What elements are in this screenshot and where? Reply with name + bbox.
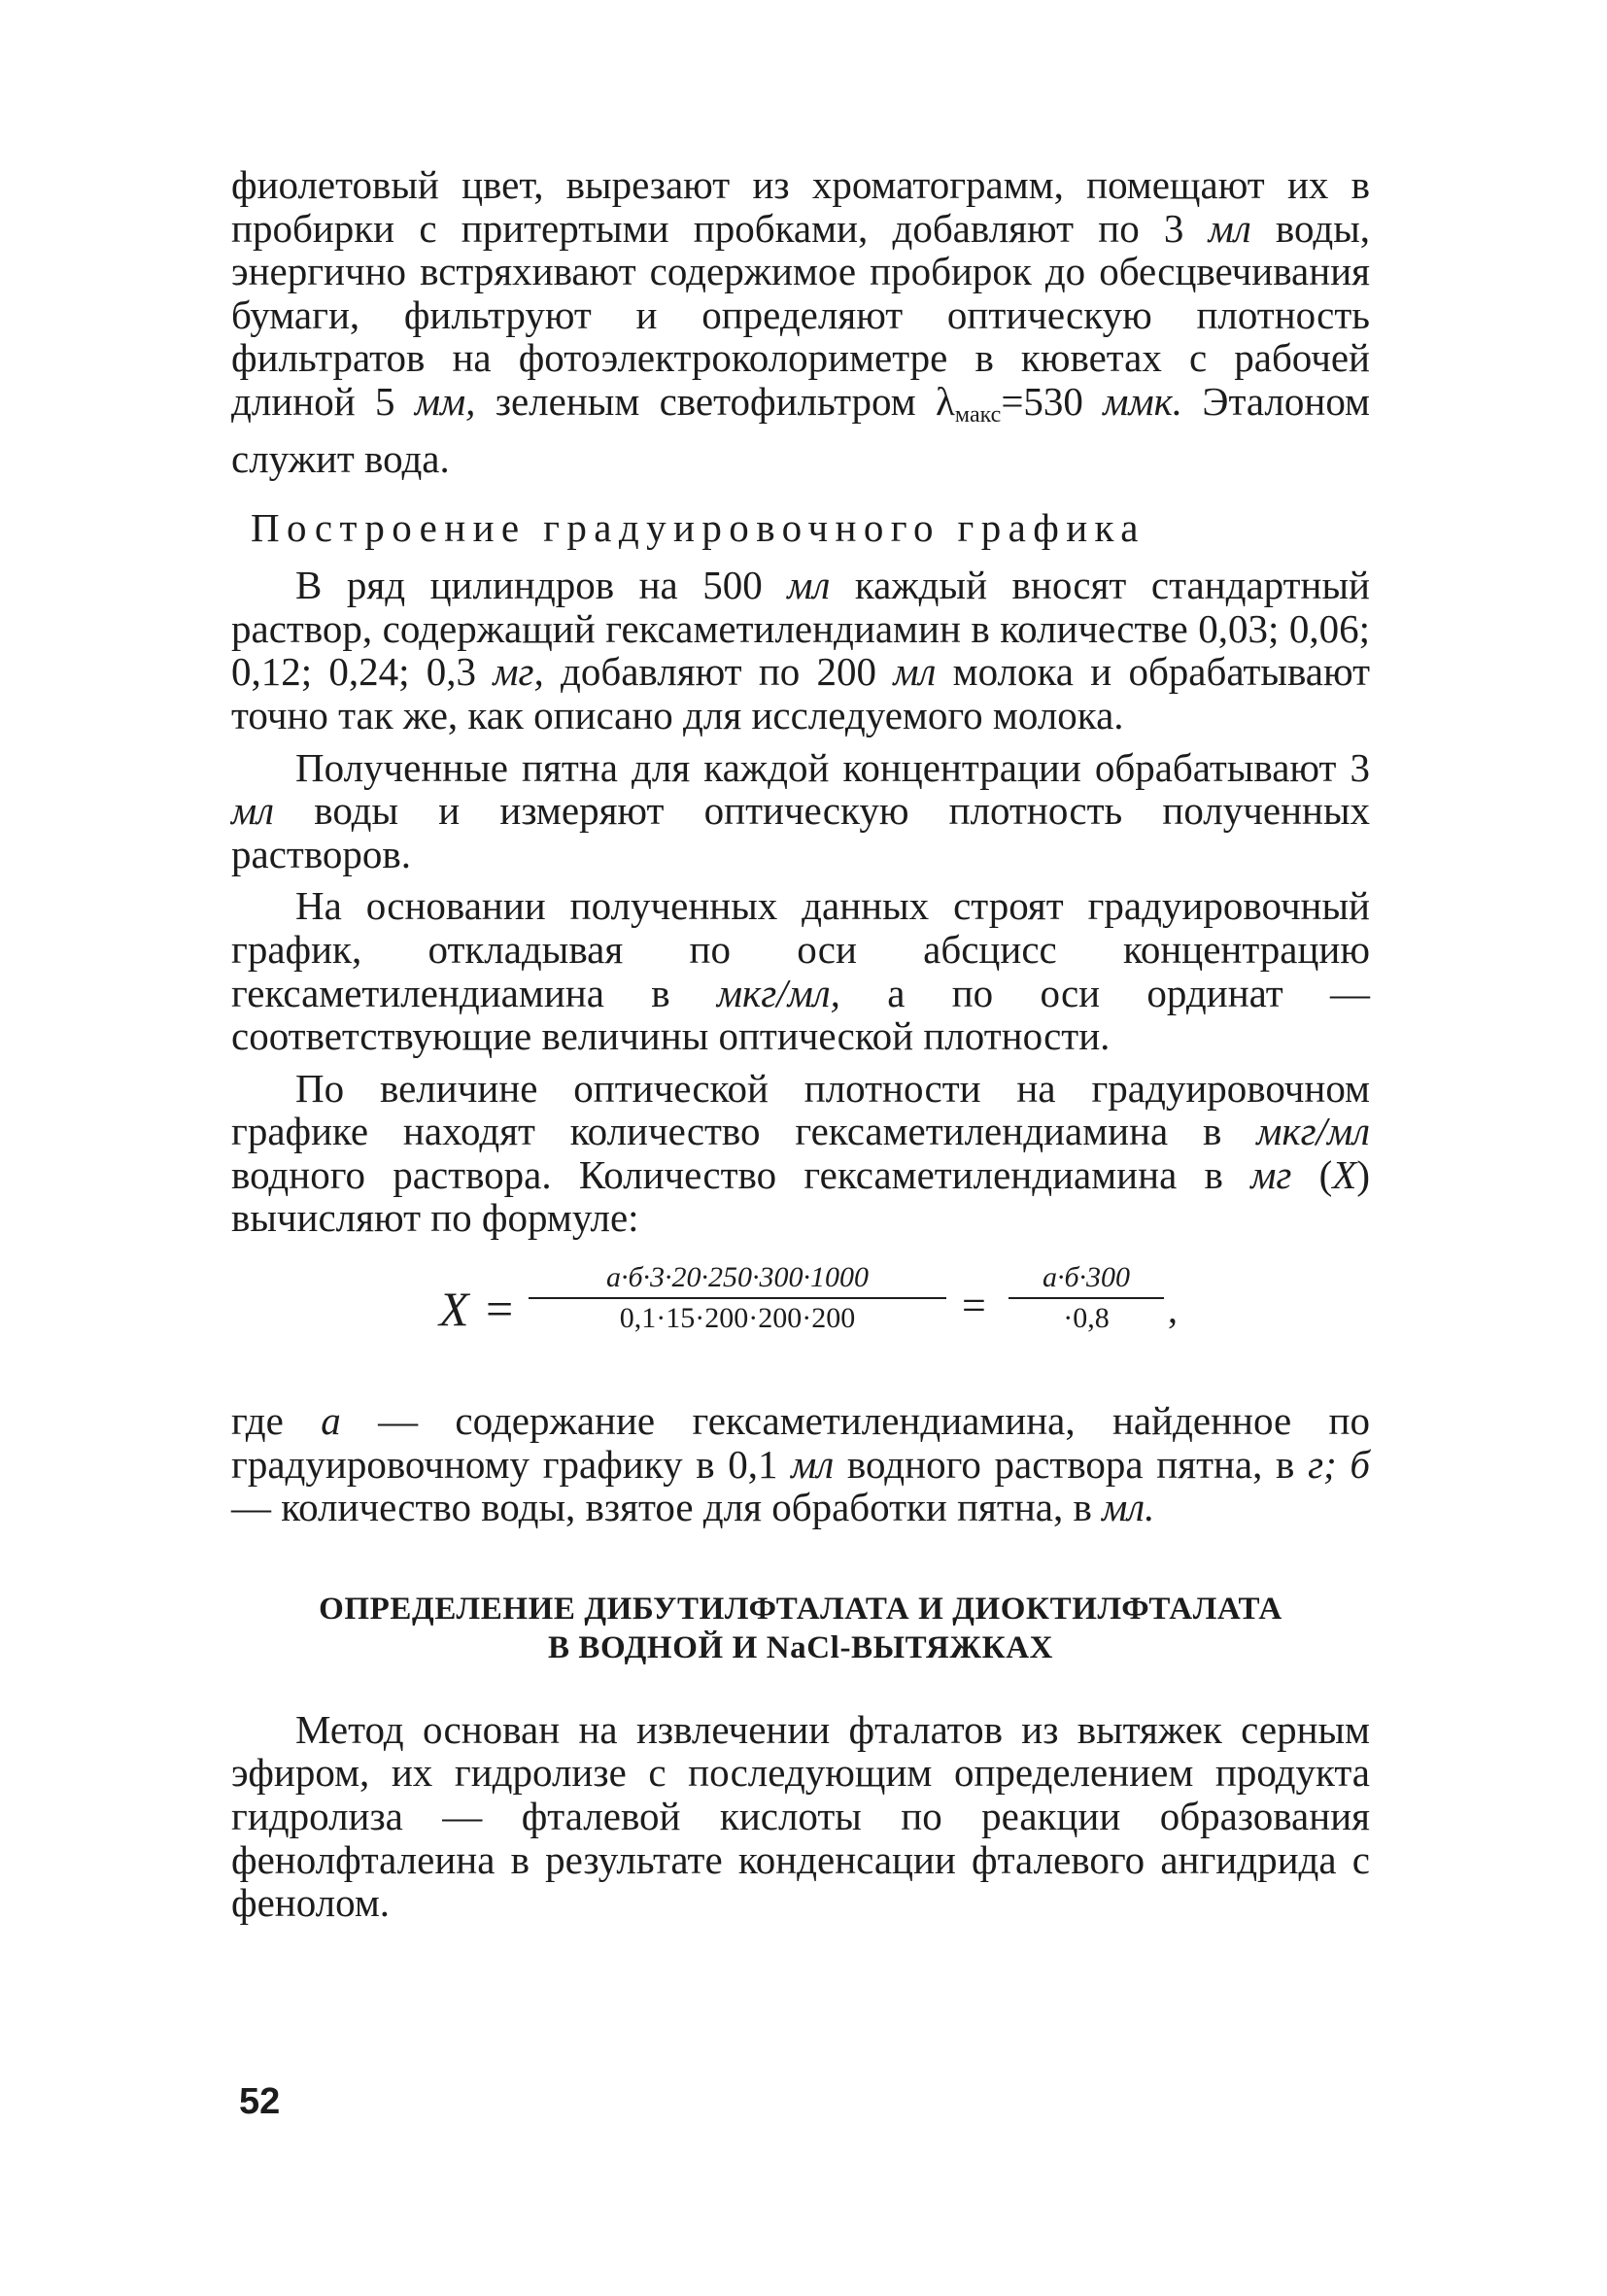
chapter-title-line-1: ОПРЕДЕЛЕНИЕ ДИБУТИЛФТАЛАТА И ДИОКТИЛФТАЛАТА	[319, 1591, 1282, 1627]
paragraph-calculation: По величине оптической плотности на градуировочном графике находят количество гексаметилендиамина в мкг/мл водного раствора. Количество гексаметилендиамина в мг (X) вычисляют по формуле:	[231, 1065, 1370, 1241]
formula-lhs: X	[439, 1282, 469, 1337]
formula-fraction-short	[1009, 1261, 1164, 1335]
formula-numerator: а·б·3·20·250·300·1000	[605, 1261, 870, 1294]
formula-equals-2: =	[962, 1282, 986, 1330]
paragraph-method: Метод основан на извлечении фталатов из вытяжек серным эфиром, их гидролизе с последующим определением продукта гидролиза — фталевой кислоты по реакции образования фенолфталеина в результате конденсации фталевого ангидрида с фенолом.	[231, 1706, 1370, 1926]
chapter-title	[231, 1590, 1370, 1667]
formula-comma: ,	[1168, 1287, 1178, 1332]
formula-fraction-full	[529, 1261, 946, 1335]
paragraph-where: где а — содержание гексаметилендиамина, найденное по градуировочному графику в 0,1 мл водного раствора пятна, в г; б — количество воды, взятое для обработки пятна, в мл.	[231, 1398, 1370, 1530]
formula-equals: =	[486, 1282, 514, 1337]
formula-numerator-short: а·б·300	[1042, 1261, 1131, 1294]
formula	[231, 1257, 1370, 1378]
paragraph-graph: На основании полученных данных строят градуировочный график, откладывая по оси абсцисс концентрацию гексаметилендиамина в мкг/мл, а по оси ординат — соответствующие величины оптической плотности.	[231, 883, 1370, 1059]
paragraph-standards: В ряд цилиндров на 500 мл каждый вносят стандартный раствор, содержащий гексаметилендиамин в количестве 0,03; 0,06; 0,12; 0,24; 0,3 мг, добавляют по 200 мл молока и обрабатывают точно так же, как описано для исследуемого молока.	[231, 563, 1370, 737]
chapter-title-line-2: В ВОДНОЙ И NaCl-ВЫТЯЖКАХ	[547, 1629, 1054, 1665]
page-number: 52	[239, 2081, 281, 2122]
paragraph-spots: Полученные пятна для каждой концентрации обрабатывают 3 мл воды и измеряют оптическую плотность полученных растворов.	[231, 744, 1370, 876]
section-heading: Построение градуировочного графика	[251, 505, 1145, 551]
formula-denominator-short: ·0,8	[1009, 1297, 1164, 1335]
page-content	[231, 163, 1370, 1925]
formula-denominator: 0,1·15·200·200·200	[529, 1297, 946, 1335]
intro-paragraph: фиолетовый цвет, вырезают из хроматограмм, помещают их в пробирки с притертыми пробками, добавляют по 3 мл воды, энергично встряхивают содержимое пробирок до обесцвечивания бумаги, фильтруют и определяют оптическую плотность фильтратов на фотоэлектроколориметре в кюветах с рабочей длиной 5 мм, зеленым светофильтром $\lambda_{макс}=530$ ммк. Эталоном служит вода.	[231, 162, 1370, 481]
